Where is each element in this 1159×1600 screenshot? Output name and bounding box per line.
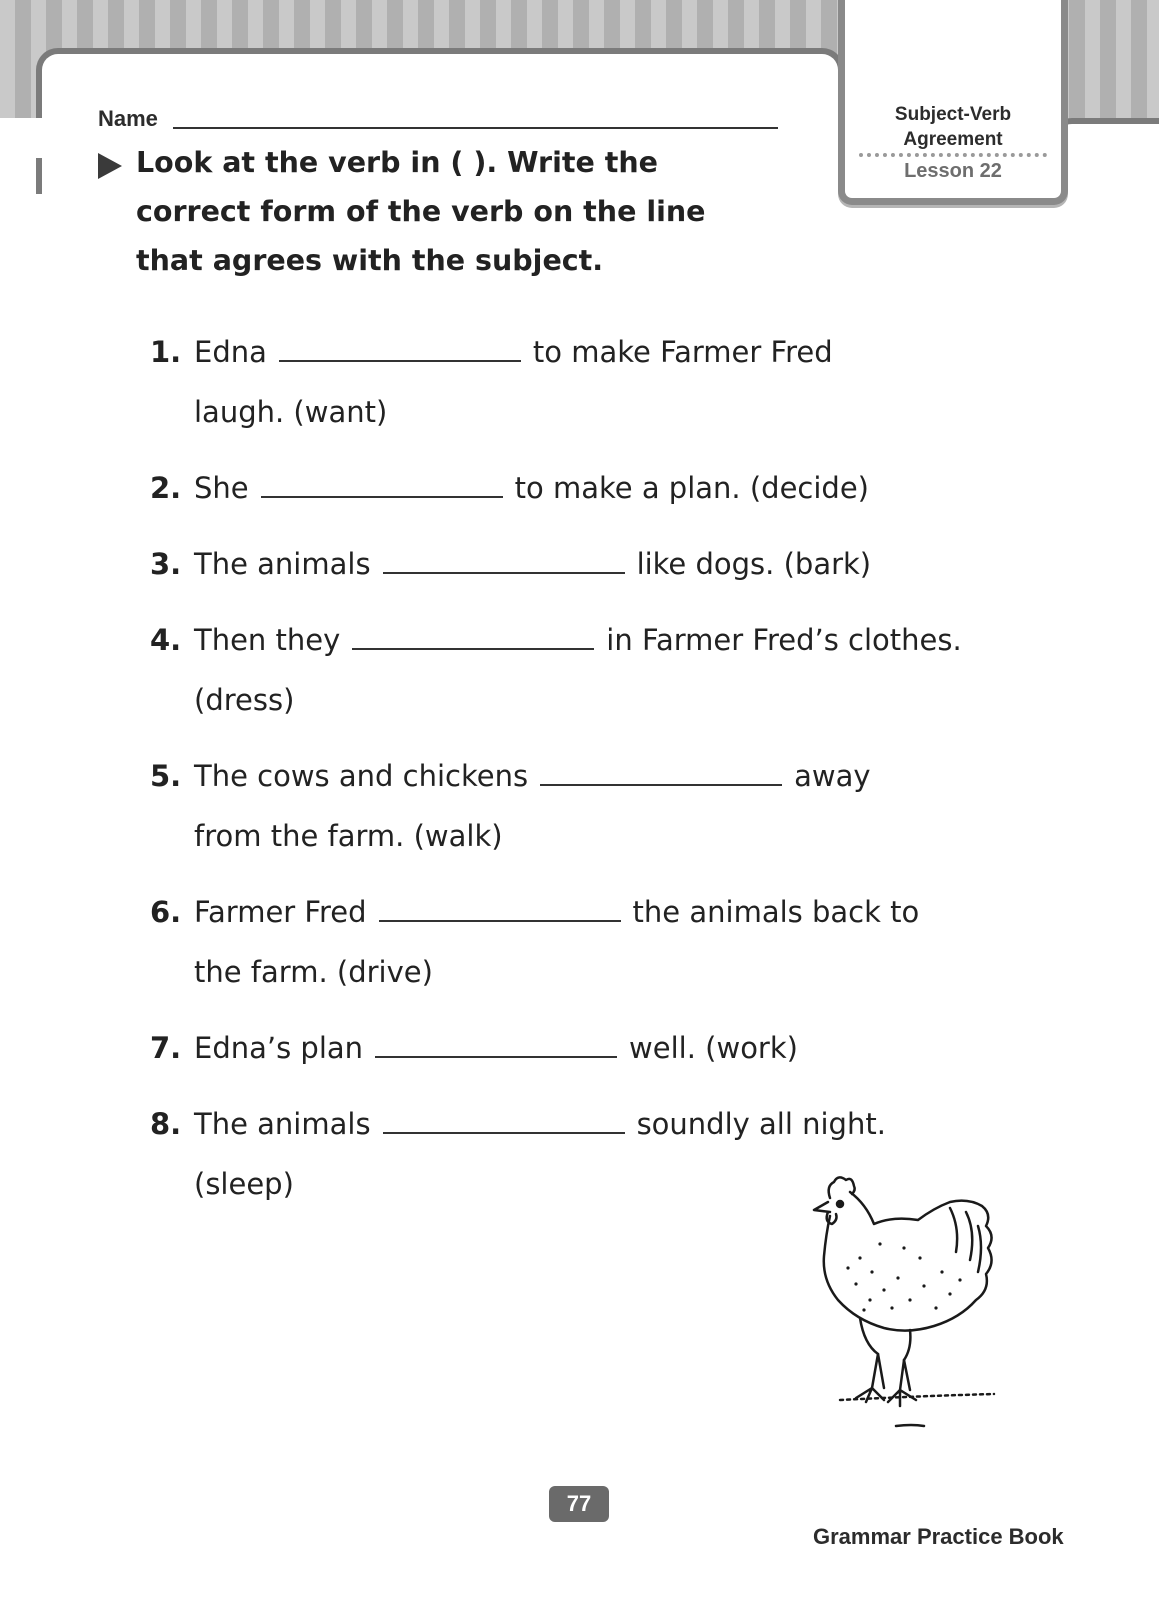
sentence-rest: soundly all night. [636, 1107, 886, 1141]
answer-blank[interactable] [540, 762, 782, 786]
exercise-sentence [150, 759, 1010, 795]
header-left-corner [0, 118, 42, 158]
sentence-subject: Then they [194, 623, 341, 657]
sentence-rest: away [794, 759, 871, 793]
exercise-number: 1. [150, 335, 182, 369]
name-label: Name [98, 106, 158, 131]
exercise-sentence [150, 471, 1010, 507]
exercise-item [150, 895, 1010, 991]
sentence-continuation: the farm. (drive) [194, 955, 433, 989]
exercise-sentence [150, 1031, 1010, 1067]
sentence-rest: to make Farmer Fred [532, 335, 833, 369]
hen-icon [800, 1168, 1010, 1433]
exercise-number: 2. [150, 471, 182, 505]
sentence-continuation: laugh. (want) [194, 395, 388, 429]
arrow-bullet-icon [98, 153, 122, 179]
exercise-item [150, 623, 1010, 719]
instructions-text: Look at the verb in ( ). Write the correct form of the verb on the line that agrees with the subject. [136, 146, 706, 277]
answer-blank[interactable] [352, 626, 594, 650]
exercise-number: 5. [150, 759, 182, 793]
lesson-tab [838, 0, 1068, 205]
sentence-subject: Edna [194, 335, 267, 369]
lesson-topic-line1: Subject-Verb [894, 104, 1012, 125]
sentence-subject: The animals [194, 547, 371, 581]
page-number: 77 [549, 1486, 609, 1522]
answer-blank[interactable] [379, 898, 621, 922]
answer-blank[interactable] [261, 474, 503, 498]
exercise-item [150, 547, 1010, 583]
lesson-topic [845, 102, 1061, 152]
sentence-rest: like dogs. (bark) [636, 547, 872, 581]
sentence-rest: in Farmer Fred’s clothes. [606, 623, 962, 657]
exercise-item [150, 471, 1010, 507]
exercise-sentence [150, 547, 1010, 583]
sentence-subject: The cows and chickens [194, 759, 529, 793]
sentence-rest: well. (work) [629, 1031, 798, 1065]
sentence-subject: She [194, 471, 249, 505]
sentence-continuation: from the farm. (walk) [194, 819, 503, 853]
exercise-number: 4. [150, 623, 182, 657]
exercise-sentence [150, 335, 1010, 371]
dotted-divider [859, 153, 1047, 157]
exercise-number: 6. [150, 895, 182, 929]
exercise-item [150, 335, 1010, 431]
book-title: Grammar Practice Book [813, 1524, 1064, 1549]
answer-blank[interactable] [375, 1034, 617, 1058]
exercise-number: 8. [150, 1107, 182, 1141]
exercise-number: 3. [150, 547, 182, 581]
sentence-continuation: (dress) [194, 683, 295, 717]
lesson-number: Lesson 22 [904, 160, 1002, 182]
exercise-item [150, 1031, 1010, 1067]
exercise-number: 7. [150, 1031, 182, 1065]
name-field[interactable] [173, 127, 778, 129]
answer-blank[interactable] [279, 338, 521, 362]
exercise-item [150, 759, 1010, 855]
sentence-continuation: (sleep) [194, 1167, 294, 1201]
answer-blank[interactable] [383, 550, 625, 574]
lesson-topic-line2: Agreement [903, 129, 1003, 150]
exercise-sentence [150, 1107, 1010, 1143]
sentence-subject: Farmer Fred [194, 895, 367, 929]
sentence-subject: The animals [194, 1107, 371, 1141]
sentence-rest: to make a plan. (decide) [514, 471, 869, 505]
sentence-subject: Edna’s plan [194, 1031, 364, 1065]
answer-blank[interactable] [383, 1110, 625, 1134]
sentence-rest: the animals back to [632, 895, 920, 929]
exercise-sentence [150, 623, 1010, 659]
exercise-sentence [150, 895, 1010, 931]
